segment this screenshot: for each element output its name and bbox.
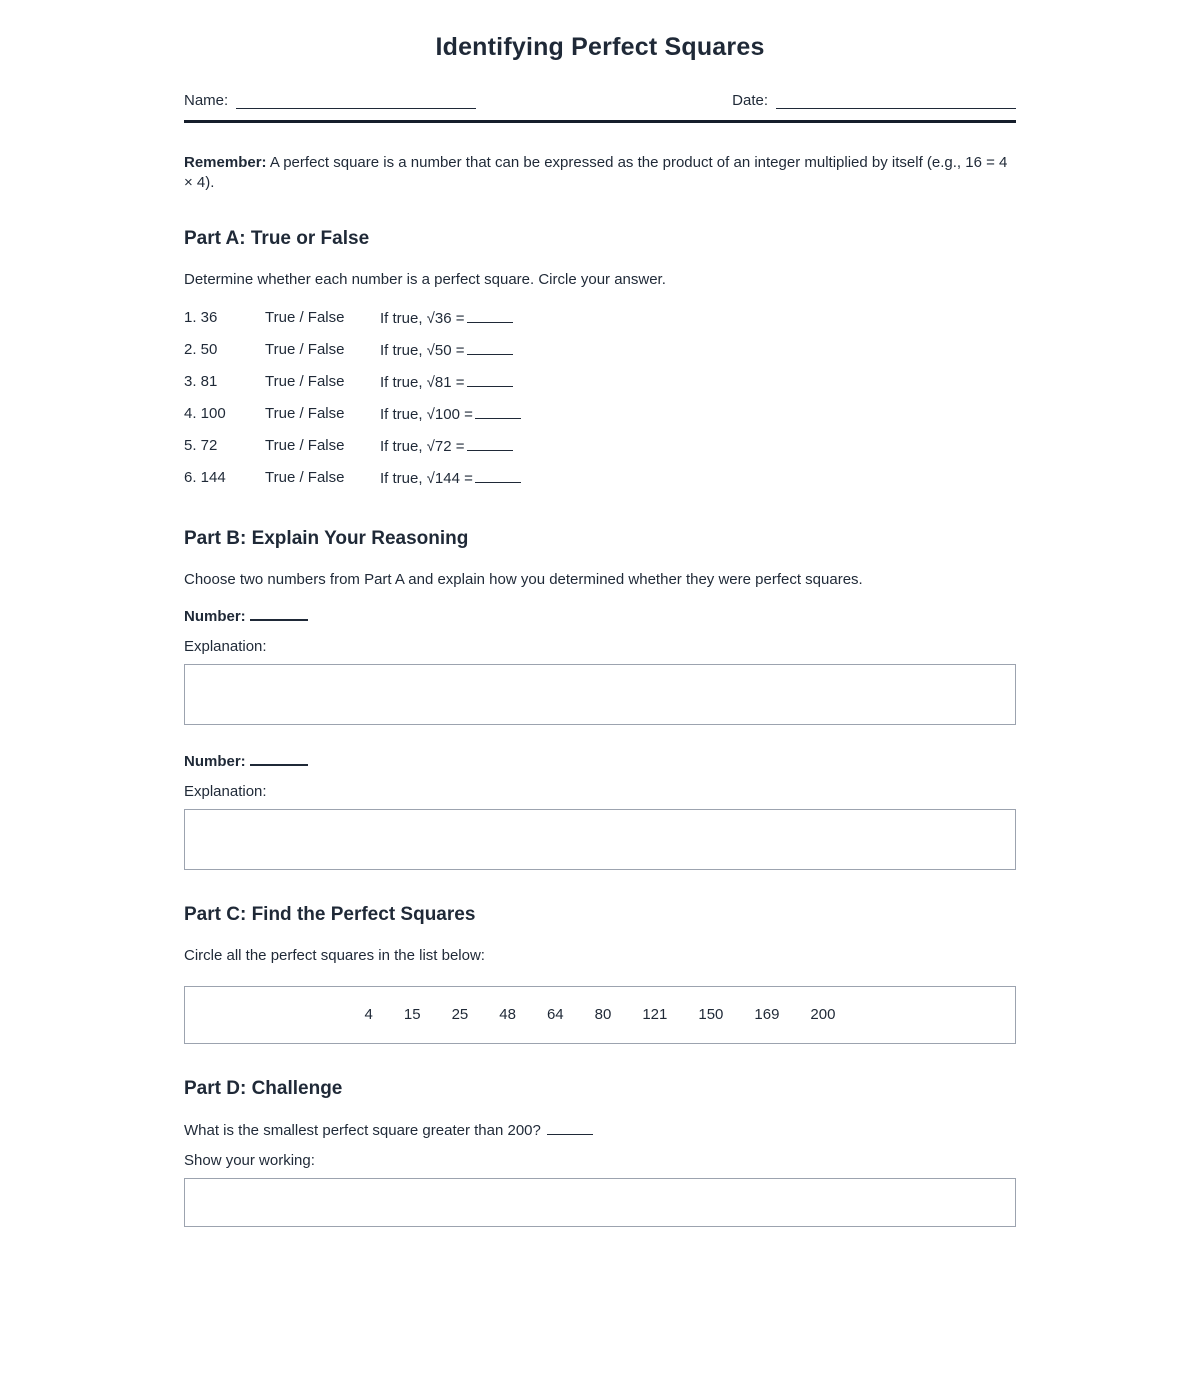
part-c-heading: Part C: Find the Perfect Squares xyxy=(184,903,476,925)
true-false-option[interactable]: True / False xyxy=(265,373,345,390)
number-line xyxy=(184,607,1016,625)
date-blank[interactable] xyxy=(776,95,1016,109)
part-a-heading: Part A: True or False xyxy=(184,227,370,249)
item-number: 4. 100 xyxy=(184,405,226,422)
if-true-text: If true, √81 = xyxy=(380,373,465,391)
true-false-row xyxy=(184,430,1016,462)
working-label: Show your working: xyxy=(184,1151,315,1169)
number-option[interactable]: 4 xyxy=(364,1006,373,1023)
answer-blank[interactable] xyxy=(475,405,521,419)
number-option[interactable]: 15 xyxy=(403,1006,421,1023)
number-label: Number: xyxy=(184,607,246,625)
part-c-instruction: Circle all the perfect squares in the list below: xyxy=(184,946,485,964)
item-number: 5. 72 xyxy=(184,437,218,454)
if-true-text: If true, √36 = xyxy=(380,309,465,327)
explanation-box[interactable] xyxy=(184,664,1016,725)
if-true-label xyxy=(380,405,1016,423)
true-false-option[interactable]: True / False xyxy=(265,405,345,422)
true-false-row xyxy=(184,366,1016,398)
number-option[interactable]: 48 xyxy=(499,1006,516,1023)
if-true-label xyxy=(380,309,1016,327)
true-false-row xyxy=(184,462,1016,494)
number-line xyxy=(184,752,1016,770)
remember-text: A perfect square is a number that can be expressed as the product of an integer multiplied by itself (e.g., 16 = 4 × 4). xyxy=(184,154,1008,192)
true-false-option[interactable]: True / False xyxy=(265,309,345,326)
challenge-question xyxy=(184,1121,1016,1139)
answer-blank[interactable] xyxy=(467,309,513,323)
true-false-option[interactable]: True / False xyxy=(265,341,345,358)
if-true-text: If true, √72 = xyxy=(380,437,465,455)
item-number: 1. 36 xyxy=(184,309,218,326)
number-label: Number: xyxy=(184,752,246,770)
number-blank[interactable] xyxy=(250,607,308,621)
name-date-row xyxy=(184,92,1016,109)
if-true-label xyxy=(380,341,1016,359)
true-false-row xyxy=(184,398,1016,430)
if-true-label xyxy=(380,469,1016,487)
challenge-question-text: What is the smallest perfect square greater than 200? xyxy=(184,1121,541,1139)
item-number: 6. 144 xyxy=(184,469,226,486)
explain-block-2 xyxy=(184,752,1016,870)
item-number: 3. 81 xyxy=(184,373,218,390)
name-label: Name: xyxy=(184,92,229,109)
explain-block-1 xyxy=(184,607,1016,725)
part-b-heading: Part B: Explain Your Reasoning xyxy=(184,527,469,549)
number-list-box xyxy=(184,986,1016,1044)
item-number: 2. 50 xyxy=(184,341,218,358)
name-field xyxy=(184,92,476,109)
answer-blank[interactable] xyxy=(467,437,513,451)
if-true-text: If true, √100 = xyxy=(380,405,473,423)
true-false-row xyxy=(184,334,1016,366)
true-false-row xyxy=(184,302,1016,334)
number-blank[interactable] xyxy=(250,752,308,766)
true-false-option[interactable]: True / False xyxy=(265,469,345,486)
header-divider xyxy=(184,120,1016,123)
number-option[interactable]: 64 xyxy=(546,1006,564,1023)
if-true-text: If true, √50 = xyxy=(380,341,465,359)
if-true-label xyxy=(380,437,1016,455)
date-label: Date: xyxy=(732,92,768,109)
answer-blank[interactable] xyxy=(475,469,521,483)
name-blank[interactable] xyxy=(236,95,476,109)
number-option[interactable]: 200 xyxy=(810,1006,836,1023)
page-title: Identifying Perfect Squares xyxy=(435,33,765,61)
number-option[interactable]: 25 xyxy=(451,1006,469,1023)
explanation-label: Explanation: xyxy=(184,637,267,655)
explanation-box[interactable] xyxy=(184,809,1016,870)
number-option[interactable]: 121 xyxy=(642,1006,668,1023)
working-box[interactable] xyxy=(184,1178,1016,1227)
challenge-answer-blank[interactable] xyxy=(547,1121,593,1135)
remember-note xyxy=(184,153,1016,194)
if-true-text: If true, √144 = xyxy=(380,469,473,487)
date-field xyxy=(732,92,1016,109)
if-true-label xyxy=(380,373,1016,391)
answer-blank[interactable] xyxy=(467,373,513,387)
explanation-label: Explanation: xyxy=(184,782,267,800)
worksheet-content xyxy=(184,0,1016,1227)
remember-label: Remember: xyxy=(184,154,267,171)
answer-blank[interactable] xyxy=(467,341,513,355)
number-option[interactable]: 169 xyxy=(754,1006,780,1023)
part-b-instruction: Choose two numbers from Part A and explain how you determined whether they were perfect squares. xyxy=(184,570,863,588)
number-option[interactable]: 150 xyxy=(698,1006,724,1023)
part-a-instruction: Determine whether each number is a perfect square. Circle your answer. xyxy=(184,270,666,288)
true-false-option[interactable]: True / False xyxy=(265,437,345,454)
number-option[interactable]: 80 xyxy=(594,1006,612,1023)
part-d-heading: Part D: Challenge xyxy=(184,1077,343,1099)
part-a-rows xyxy=(184,302,1016,494)
